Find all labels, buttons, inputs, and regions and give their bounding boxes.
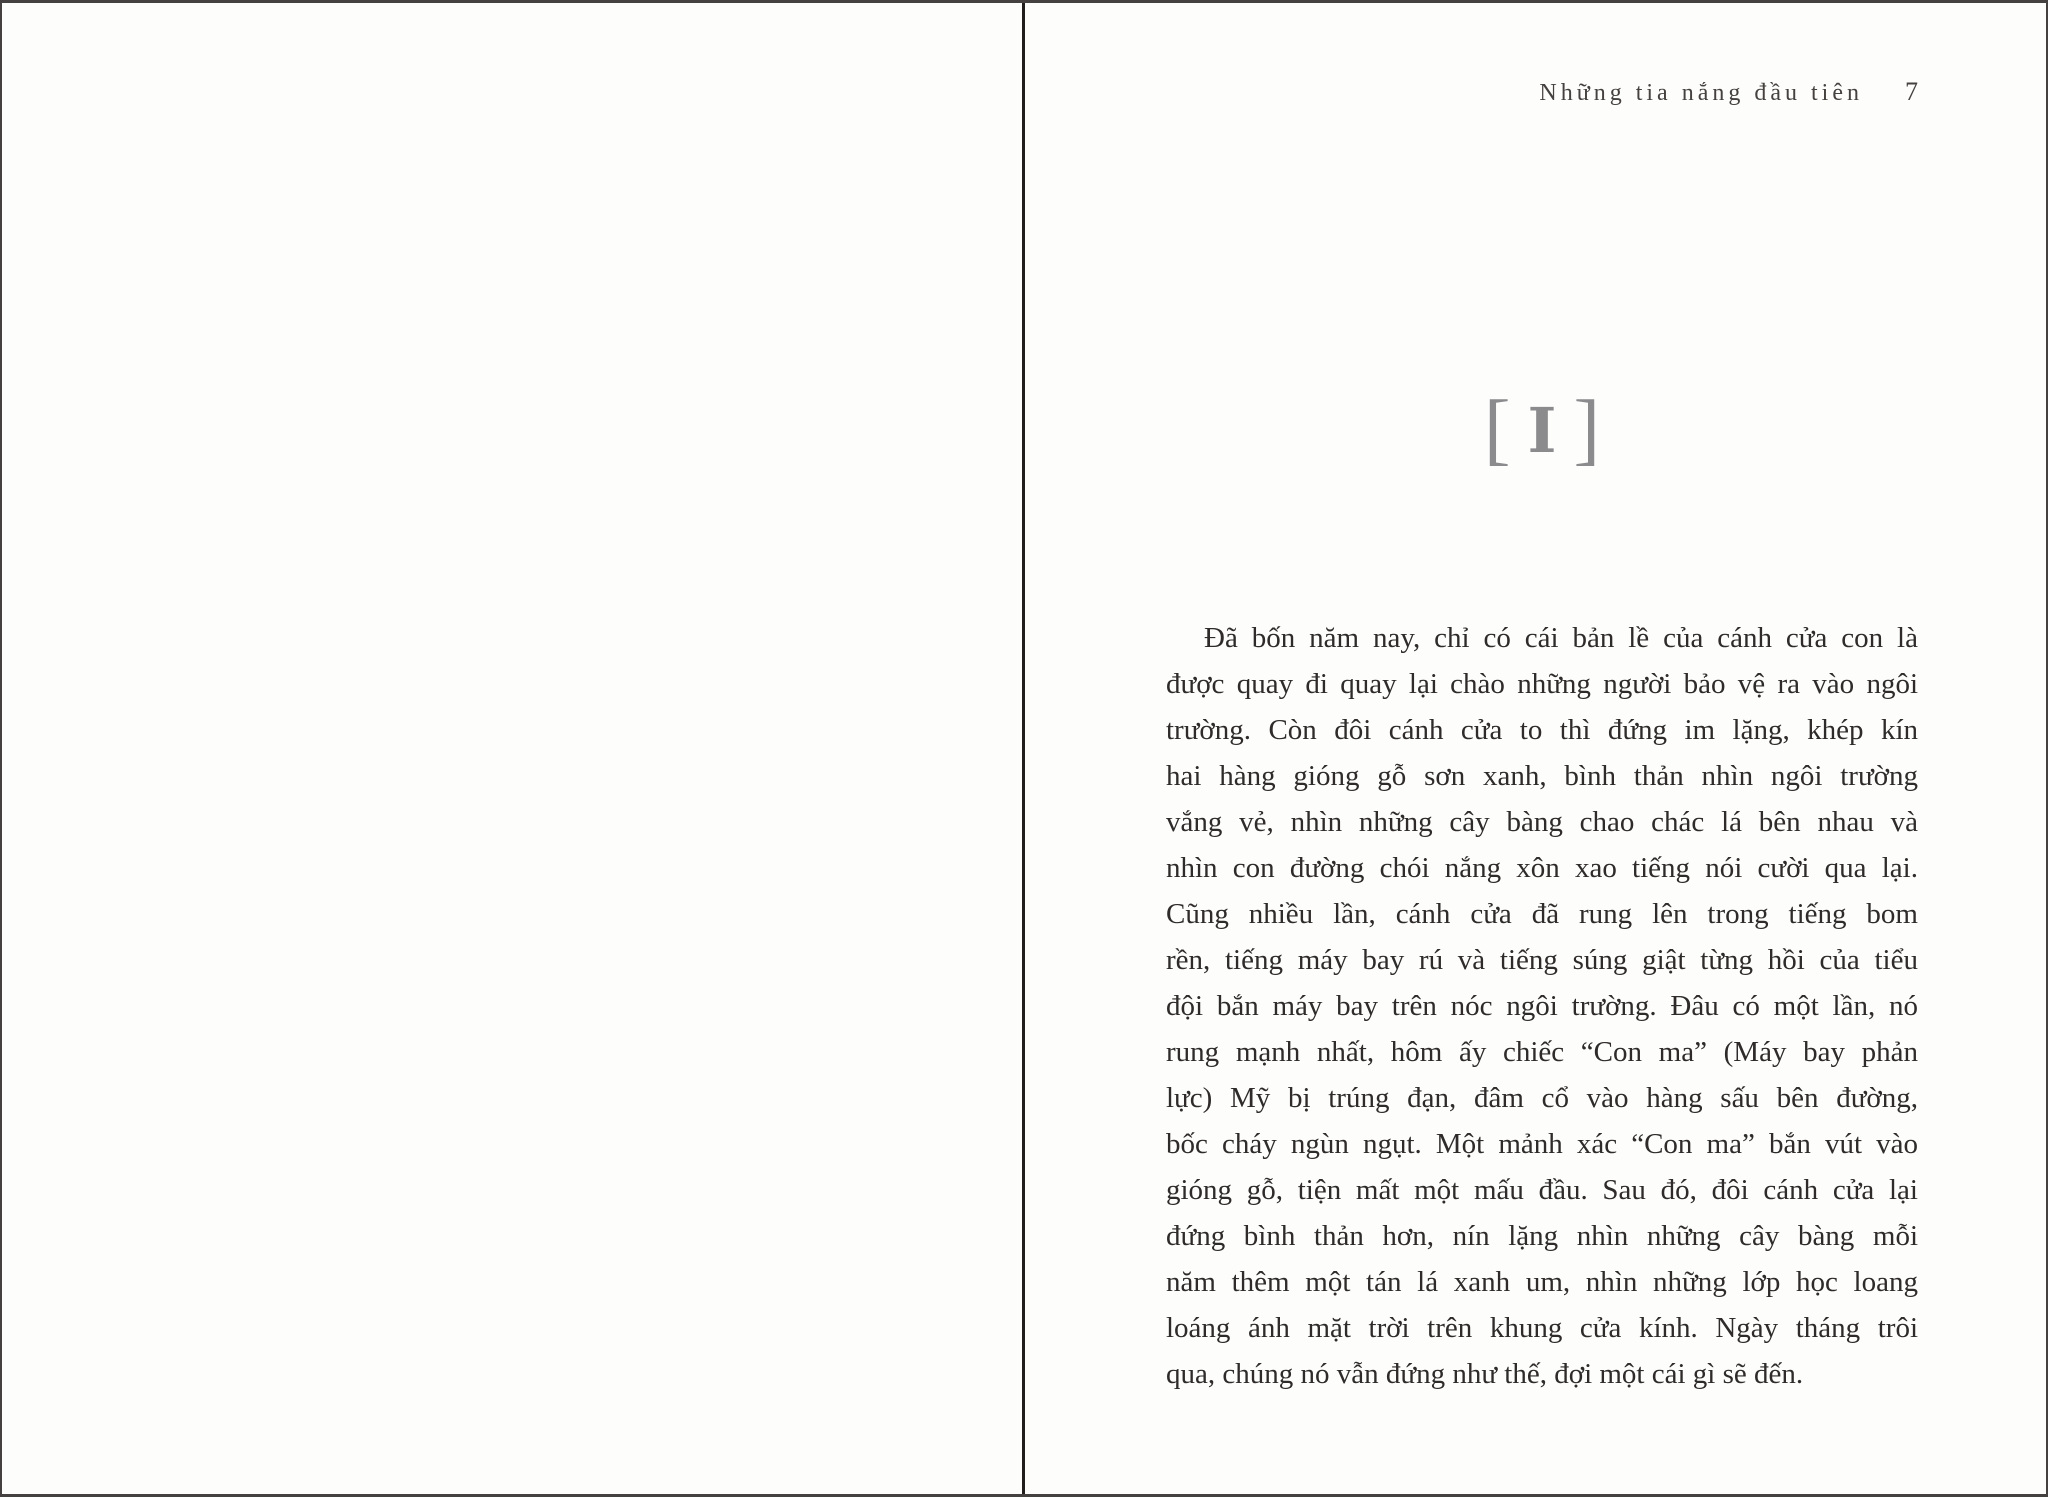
left-page-blank	[2, 3, 1022, 1494]
body-paragraph	[1166, 615, 1918, 1397]
page-number: 7	[1905, 77, 1918, 106]
body-line: lực) Mỹ bị trúng đạn, đâm cổ vào hàng sấu bên đường,	[1166, 1082, 1918, 1114]
body-line: nhìn con đường chói nắng xôn xao tiếng nói cười qua lại.	[1166, 852, 1918, 884]
body-line: đội bắn máy bay trên nóc ngôi trường. Đâu có một lần, nó	[1166, 990, 1918, 1022]
body-line: gióng gỗ, tiện mất một mấu đầu. Sau đó, đôi cánh cửa lại	[1166, 1174, 1918, 1206]
body-line: trường. Còn đôi cánh cửa to thì đứng im lặng, khép kín	[1166, 714, 1918, 746]
body-line: hai hàng gióng gỗ sơn xanh, bình thản nhìn ngôi trường	[1166, 760, 1918, 792]
close-bracket: ]	[1573, 385, 1601, 473]
body-line: rền, tiếng máy bay rú và tiếng súng giật từng hồi của tiểu	[1166, 944, 1918, 976]
right-page	[1025, 3, 2046, 1494]
open-bracket: [	[1483, 385, 1511, 473]
body-line: Đã bốn năm nay, chỉ có cái bản lề của cánh cửa con là	[1204, 622, 1918, 654]
body-line: loáng ánh mặt trời trên khung cửa kính. Ngày tháng trôi	[1166, 1312, 1918, 1344]
body-line: được quay đi quay lại chào những người bảo vệ ra vào ngôi	[1166, 668, 1918, 700]
chapter-marker	[1166, 385, 1918, 473]
body-line: rung mạnh nhất, hôm ấy chiếc “Con ma” (Máy bay phản	[1166, 1036, 1918, 1068]
body-line: đứng bình thản hơn, nín lặng nhìn những cây bàng mỗi	[1166, 1220, 1918, 1252]
body-line: vắng vẻ, nhìn những cây bàng chao chác lá bên nhau và	[1166, 806, 1918, 838]
running-title: Những tia nắng đầu tiên	[1539, 80, 1863, 106]
body-line: năm thêm một tán lá xanh um, nhìn những lớp học loang	[1166, 1266, 1918, 1298]
body-line: Cũng nhiều lần, cánh cửa đã rung lên trong tiếng bom	[1166, 898, 1918, 930]
body-line: bốc cháy ngùn ngụt. Một mảnh xác “Con ma” bắn vút vào	[1166, 1128, 1918, 1160]
body-line: qua, chúng nó vẫn đứng như thế, đợi một cái gì sẽ đến.	[1166, 1358, 1804, 1390]
running-header	[1166, 77, 1918, 107]
chapter-numeral: I	[1527, 394, 1557, 467]
